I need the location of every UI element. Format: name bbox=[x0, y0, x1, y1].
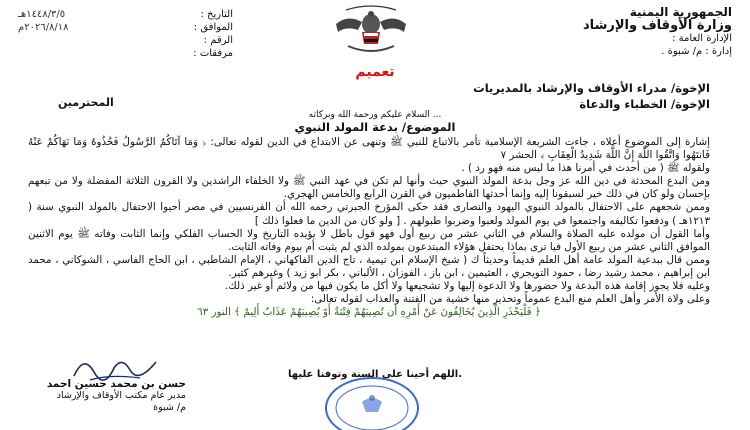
paragraph-scholars: وممن قال ببدعية المولد عامة أهل العلم قديماً وحديثاً ك ( شيخ الإسلام ابن تيمية ، تاج الدين الفاكهاني ، الإمام الشاطبي ، ابن الحاج الفاسي ، الشوكاني ، محمد ابن إبراهيم ، محمد رشيد رضا ، حمود التويجري ، العثيمين ، ابن باز ، الفوزان ، الألباني ، بكر ابو زيد ) وغيرهم كثير. bbox=[28, 253, 710, 279]
addressees bbox=[473, 80, 710, 112]
corresponding-date-row bbox=[18, 21, 233, 34]
closing-prayer: اللهم أحينا على السنة وتوفنا عليها. bbox=[288, 369, 462, 380]
general-directorate: الإدارة العامة : bbox=[672, 33, 732, 44]
signature-block bbox=[16, 378, 186, 414]
official-stamp-icon bbox=[318, 368, 426, 430]
respect-title: المحترمين bbox=[58, 96, 114, 109]
subject-line: الموضوع/ بدعة المولد النبوي bbox=[294, 120, 456, 134]
number-row bbox=[18, 34, 233, 47]
corresponding-label: الموافق : bbox=[193, 22, 233, 33]
addressee-preachers: الإخوة/ الخطباء والدعاة bbox=[579, 97, 710, 111]
paragraph-origin: ومن البدع المحدثة في دين الله عز وجل بدعة المولد النبوي حيث وأنها لم تكن في عهد النبي ﷺ ولا الخلفاء الراشدين ولا القرون الثلاثة المفضلة ولا من تبعهم بإحسان ولو كان في ذلك خير لسبقونا إليه وإنما أحدثها الفاطميون في القرن الرابع والخامس الهجري. bbox=[28, 175, 710, 201]
signatory-name: حسن بن محمد حسين احمد bbox=[46, 378, 186, 390]
ministry-name: وزارة الأوقاف والإرشاد bbox=[583, 18, 732, 33]
paragraph-date: وأما القول أن مولده عليه الصلاة والسلام في الثاني عشر من ربيع أول فهو قول باطل لا يؤيده التاريخ ولا الحساب الفلكي وإنما الثابت وفاته ﷺ يوم الاثنين الموافق الثاني عشر من ربيع الأول فيا ترى بماذا يحتفل هؤلاء المبتدعون بمولده الذي لم يثبت أم بيوم وفاته الثابت. bbox=[28, 227, 710, 253]
letter-body bbox=[28, 136, 710, 319]
department-name: إدارة : م/ شبوة . bbox=[661, 46, 732, 57]
paragraph-intro: إشارة إلى الموضوع أعلاه ، جاءت الشريعة الإسلامية تأمر بالاتباع للنبي ﷺ وتنهى عن الابتداع في الدين لقوله تعالى: ﴿ وَمَا آتَاكُمُ الرَّسُولُ فَخُذُوهُ وَمَا نَهَاكُمْ عَنْهُ فَانتَهُوا وَاتَّقُوا اللَّهَ إِنَّ اللَّهَ شَدِيدُ الْعِقَابِ ﴾ الحشر ٧ bbox=[28, 136, 710, 162]
greeting: السلام عليكم ورحمة الله وبركاته ... bbox=[308, 110, 442, 120]
attachments-label: مرفقات : bbox=[193, 48, 233, 59]
header-right bbox=[562, 6, 732, 58]
signatory-place: م/ شبوة bbox=[153, 402, 186, 413]
addressee-directors: الإخوة/ مدراء الأوقاف والإرشاد بالمديريات bbox=[473, 81, 710, 95]
date-value: ١٤٤٨/٣/٥هـ bbox=[18, 9, 66, 20]
date-row bbox=[18, 8, 233, 21]
paragraph-authorities: وعلى ولاة الأمر وأهل العلم منع البدع عموماً وتحذير منها خشية من الفتنة والعذاب لقوله تعالى: bbox=[310, 293, 710, 306]
paragraph-verse: ﴿ فَلْيَحْذَرِ الَّذِينَ يُخَالِفُونَ عَنْ أَمْرِهِ أَن تُصِيبَهُمْ فِتْنَةٌ أَوْ يُصِيبَهُمْ عَذَابٌ أَلِيمٌ ﴾ النور ٦٣ bbox=[197, 306, 541, 319]
yemen-emblem-icon bbox=[328, 2, 414, 58]
paragraph-hadith: ولقوله ﷺ ( من أحدث في أمرنا هذا ما ليس منه فهو رد ) . bbox=[461, 162, 710, 175]
paragraph-history: وممن شجعهم على الاحتفال بالمولد النبوي اليهود والنصارى فقد حكى المؤرخ الجبرتي رحمه الله أن الفرنسيين في مصر أحيوا الاحتفال بالمولد النبوي سنة ( ١٢١٣هـ ) ودفعوا تكاليفه واجتمعوا في يوم المولد ولعبوا وضربوا طبولهم . [ ولو كان من الدين ما فعلوا ذلك ] bbox=[28, 201, 710, 227]
paragraph-ruling: وعليه فلا يجوز إقامة هذه البدعة ولا حضورها ولا الدعوة إليها ولا تشجيعها ولا أكل ما يكون فيها من ولائم أو غير ذلك. bbox=[225, 280, 710, 293]
date-label: التاريخ : bbox=[200, 9, 233, 20]
attachments-row bbox=[18, 47, 233, 60]
country-name: الجمهورية اليمنية bbox=[629, 5, 732, 19]
signatory-title: مدير عام مكتب الأوقاف والإرشاد bbox=[56, 390, 186, 401]
circular-title: تعميم bbox=[355, 64, 395, 80]
corresponding-value: ٢٠٢٦/٨/١٨م bbox=[18, 22, 69, 33]
header-left bbox=[18, 8, 233, 60]
number-label: الرقم : bbox=[203, 35, 233, 46]
